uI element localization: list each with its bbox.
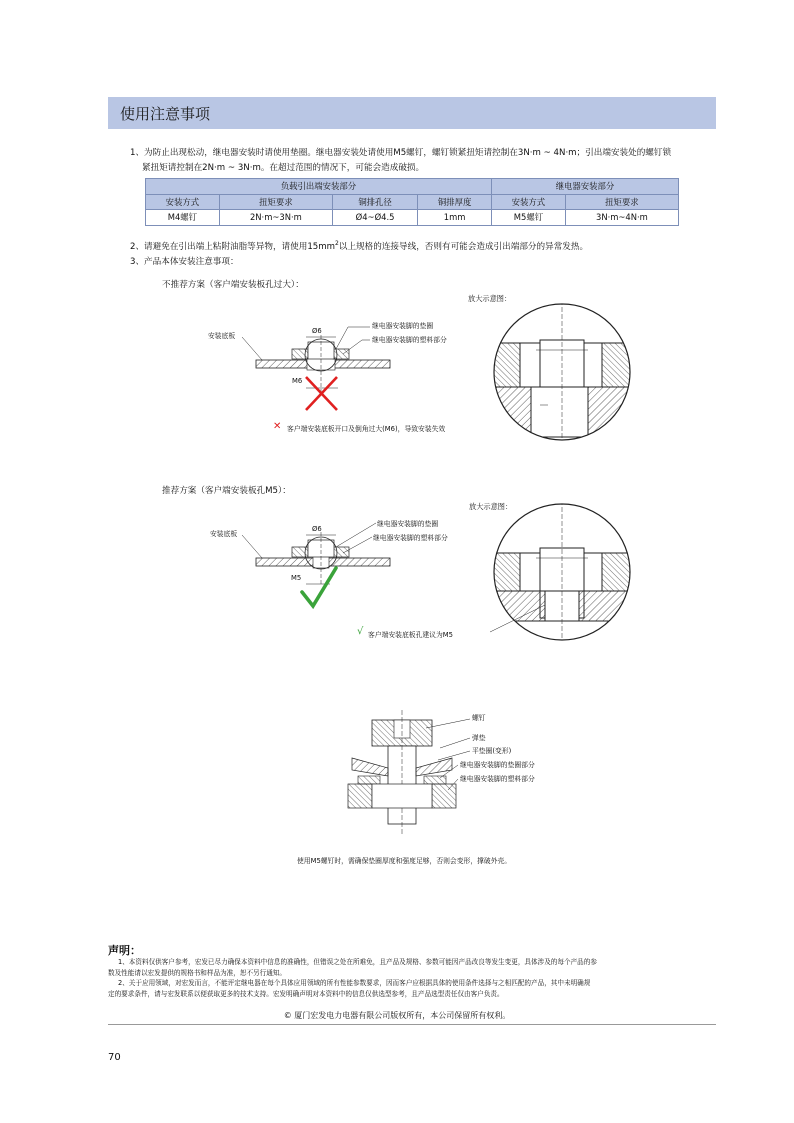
page-number: 70	[108, 1052, 121, 1063]
plastic-label-2: 继电器安装脚的塑料部分	[373, 534, 448, 542]
label-screw: 螺钉	[472, 714, 486, 722]
washer-label-1: 继电器安装脚的垫圈	[372, 322, 434, 330]
table-cell: 2N·m~3N·m	[219, 210, 332, 226]
item1-line1: 1、为防止出现松动，继电器安装时请使用垫圈。继电器安装处请使用M5螺钉，螺钉锁紧扭矩请控制在3N·m ~ 4N·m；引出端安装处的螺钉锁	[130, 148, 672, 158]
hole-label-1: M6	[292, 377, 303, 385]
section-title: 使用注意事项	[120, 105, 211, 123]
column-header: 铜排孔径	[332, 194, 417, 210]
label-flat-washer: 平垫圈(变形)	[472, 747, 512, 755]
item2-sup: 2	[335, 240, 339, 247]
item3-paragraph: 3、产品本体安装注意事项：	[130, 257, 239, 267]
copyright-notice: © 厦门宏发电力电器有限公司版权所有，本公司保留所有权利。	[283, 1011, 511, 1020]
not-recommended-note: 客户端安装底板开口及倒角过大(M6)，导致安装失效	[287, 425, 446, 433]
screw-cross-section	[348, 710, 470, 835]
item2-text-b: 以上规格的连接导线，否则有可能会造成引出端部分的异常发热。	[338, 241, 589, 252]
group-header-relay: 继电器安装部分	[492, 179, 679, 195]
label-washer-part: 继电器安装脚的垫圈部分	[460, 761, 535, 769]
check-icon: √	[357, 626, 364, 637]
declaration-p2-line1: 2、关于应用领域，对宏发而言，不能评定继电器在每个具体应用领域的所有性能参数要求，因而客户应根据具体的使用条件选择与之相匹配的产品，其中未明确规	[118, 979, 591, 987]
board-label-1: 安装底板	[208, 332, 236, 340]
column-header: 扭矩要求	[565, 194, 678, 210]
declaration-p1-line2: 数及性能请以宏发提供的规格书和样品为准，恕不另行通知。	[108, 968, 287, 977]
item1-line2: 紧扭矩请控制在2N·m ~ 3N·m。在超过范围的情况下，可能会造成破损。	[142, 163, 425, 173]
recommended-note: 客户端安装底板孔建议为M5	[368, 631, 453, 639]
zoom-label-2: 放大示意图：	[469, 502, 513, 511]
washer-label-2: 继电器安装脚的垫圈	[377, 520, 439, 528]
cross-icon: ✕	[273, 421, 282, 432]
zoom-label-1: 放大示意图：	[468, 294, 512, 303]
plastic-label-1: 继电器安装脚的塑料部分	[372, 336, 447, 344]
table-cell: 3N·m~4N·m	[565, 210, 678, 226]
d6-label-2: Ø6	[312, 525, 322, 533]
column-header: 安装方式	[146, 194, 220, 210]
table-cell: M4螺钉	[146, 210, 220, 226]
not-recommended-title: 不推荐方案（客户端安装板孔过大）：	[162, 280, 304, 290]
hole-label-2: M5	[291, 574, 302, 582]
board-label-2: 安装底板	[210, 530, 238, 538]
declaration-p2-line2: 定的要求条件，请与宏发联系以便获取更多的技术支持。宏发明确声明对本资料中的信息仅供选型参考，且产品选型责任仅由客户负责。	[108, 989, 504, 998]
recommended-title: 推荐方案（客户端安装板孔M5）：	[162, 486, 291, 496]
declaration-p2	[108, 978, 718, 999]
table-cell: M5螺钉	[492, 210, 566, 226]
declaration-p1	[108, 957, 718, 978]
column-header: 扭矩要求	[219, 194, 332, 210]
label-plastic-part: 继电器安装脚的塑料部分	[460, 775, 535, 783]
column-header: 铜排厚度	[418, 194, 492, 210]
item2-text-a: 2、请避免在引出端上粘附油脂等异物，请使用15mm	[130, 241, 336, 252]
column-header: 安装方式	[492, 194, 566, 210]
table-cell: Ø4~Ø4.5	[332, 210, 417, 226]
d6-label-1: Ø6	[312, 327, 322, 335]
group-header-terminal: 负载引出端安装部分	[146, 179, 492, 195]
table-cell: 1mm	[418, 210, 492, 226]
declaration-title: 声明：	[108, 944, 141, 957]
footer-divider	[108, 1024, 716, 1025]
label-spring-washer: 弹垫	[472, 734, 486, 742]
declaration-p1-line1: 1、本资料仅供客户参考，宏发已尽力确保本资料中信息的准确性，但错误之处在所难免，且产品及规格、参数可能因产品改良等发生变更，具体涉及的每个产品的参	[118, 958, 597, 966]
screw-caption: 使用M5螺钉时，需确保垫圈厚度和强度足够，否则会变形，撑破外壳。	[297, 857, 512, 865]
